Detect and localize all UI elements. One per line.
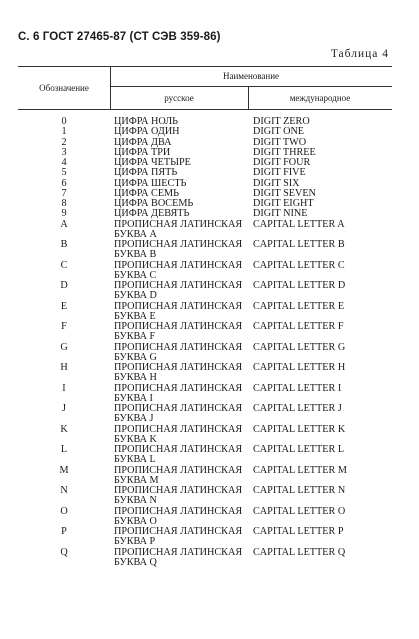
- international-name-cell: DIGIT THREE: [253, 146, 316, 158]
- russian-name-cell: [110, 548, 248, 569]
- international-name-cell: DIGIT NINE: [253, 208, 308, 220]
- russian-name-line: ПРОПИСНАЯ ЛАТИНСКАЯ: [114, 505, 243, 517]
- table-row: [18, 548, 392, 569]
- russian-name-line: БУКВА F: [114, 331, 156, 343]
- table-row: [18, 343, 392, 364]
- russian-name-line: БУКВА B: [114, 249, 157, 261]
- russian-name-cell: [110, 168, 248, 178]
- international-name-cell: CAPITAL LETTER A: [253, 218, 345, 230]
- russian-name-cell: [110, 240, 248, 261]
- table-body: [18, 117, 392, 568]
- russian-name-line: БУКВА P: [114, 536, 156, 548]
- russian-name-line: ПРОПИСНАЯ ЛАТИНСКАЯ: [114, 300, 243, 312]
- designation-cell: 0: [61, 116, 67, 127]
- russian-name-line: БУКВА A: [114, 228, 157, 240]
- column-header-international: международное: [289, 93, 351, 103]
- designation-cell: P: [61, 526, 67, 537]
- russian-name-line: БУКВА I: [114, 392, 153, 404]
- table-row: [18, 322, 392, 343]
- table-row: [18, 384, 392, 405]
- russian-name-cell: [110, 220, 248, 241]
- international-name-cell: DIGIT TWO: [253, 136, 307, 148]
- international-name-cell: CAPITAL LETTER J: [253, 403, 342, 414]
- russian-name-line: ЦИФРА ДВА: [114, 136, 172, 148]
- russian-name-line: ЦИФРА ВОСЕМЬ: [114, 198, 194, 209]
- russian-name-cell: [110, 127, 248, 137]
- designation-cell: O: [60, 505, 68, 517]
- international-name-cell: CAPITAL LETTER D: [253, 280, 346, 291]
- column-header-russian: русское: [164, 93, 194, 103]
- russian-name-cell: [110, 425, 248, 446]
- international-name-cell: CAPITAL LETTER Q: [253, 546, 346, 558]
- russian-name-cell: [110, 302, 248, 323]
- table-row: [18, 199, 392, 209]
- international-name-cell: DIGIT SEVEN: [253, 187, 316, 199]
- international-name-cell: CAPITAL LETTER C: [253, 259, 345, 271]
- russian-name-line: БУКВА N: [114, 495, 157, 507]
- table-row: [18, 527, 392, 548]
- designation-cell: 8: [61, 198, 67, 209]
- russian-name-line: ЦИФРА СЕМЬ: [114, 187, 179, 199]
- russian-name-line: ПРОПИСНАЯ ЛАТИНСКАЯ: [114, 362, 243, 373]
- russian-name-line: ЦИФРА ШЕСТЬ: [114, 177, 187, 189]
- russian-name-cell: [110, 404, 248, 425]
- designation-cell: K: [60, 423, 68, 435]
- russian-name-line: БУКВА D: [114, 290, 157, 302]
- russian-name-line: БУКВА Q: [114, 556, 157, 568]
- russian-name-line: ПРОПИСНАЯ ЛАТИНСКАЯ: [114, 403, 243, 414]
- designation-cell: H: [60, 362, 68, 373]
- table-row: [18, 425, 392, 446]
- designation-cell: J: [62, 403, 66, 414]
- table-row: [18, 117, 392, 127]
- international-name-cell: CAPITAL LETTER N: [253, 485, 346, 496]
- table-row: [18, 138, 392, 148]
- designation-cell: N: [60, 485, 68, 496]
- designation-cell: I: [62, 382, 66, 394]
- designation-cell: 6: [61, 177, 67, 189]
- column-header-designation: Обозначение: [39, 83, 89, 93]
- table-header: [18, 66, 392, 110]
- international-name-cell: DIGIT ZERO: [253, 116, 310, 127]
- table-row: [18, 445, 392, 466]
- designation-cell: A: [60, 218, 68, 230]
- russian-name-line: БУКВА E: [114, 310, 156, 322]
- russian-name-line: БУКВА K: [114, 433, 157, 445]
- table-row: [18, 261, 392, 282]
- international-name-cell: CAPITAL LETTER O: [253, 505, 346, 517]
- column-header-name: Наименование: [222, 71, 280, 81]
- russian-name-cell: [110, 322, 248, 343]
- designation-cell: 5: [61, 167, 67, 179]
- page-header: С. 6 ГОСТ 27465-87 (СТ СЭВ 359-86): [18, 31, 221, 43]
- russian-name-line: ПРОПИСНАЯ ЛАТИНСКАЯ: [114, 239, 243, 250]
- russian-name-line: ПРОПИСНАЯ ЛАТИНСКАЯ: [114, 341, 243, 353]
- international-name-cell: DIGIT EIGHT: [253, 198, 314, 209]
- international-name-cell: DIGIT FIVE: [253, 167, 306, 179]
- russian-name-cell: [110, 384, 248, 405]
- russian-name-line: ПРОПИСНАЯ ЛАТИНСКАЯ: [114, 423, 243, 435]
- russian-name-line: БУКВА H: [114, 372, 157, 384]
- russian-name-line: БУКВА J: [114, 413, 154, 425]
- russian-name-line: ПРОПИСНАЯ ЛАТИНСКАЯ: [114, 485, 243, 496]
- table-row: [18, 507, 392, 528]
- international-name-cell: CAPITAL LETTER E: [253, 300, 345, 312]
- russian-name-cell: [110, 466, 248, 487]
- designation-cell: M: [59, 464, 69, 476]
- designation-cell: 1: [61, 126, 67, 138]
- table-row: [18, 148, 392, 158]
- russian-name-line: БУКВА L: [114, 454, 156, 466]
- russian-name-cell: [110, 261, 248, 282]
- international-name-cell: CAPITAL LETTER B: [253, 239, 345, 250]
- international-name-cell: CAPITAL LETTER M: [253, 464, 347, 476]
- table-row: [18, 158, 392, 168]
- designation-cell: 3: [61, 146, 67, 158]
- international-name-cell: DIGIT FOUR: [253, 157, 311, 168]
- russian-name-cell: [110, 209, 248, 219]
- russian-name-line: ПРОПИСНАЯ ЛАТИНСКАЯ: [114, 444, 243, 455]
- table-row: [18, 466, 392, 487]
- international-name-cell: CAPITAL LETTER P: [253, 526, 344, 537]
- russian-name-cell: [110, 445, 248, 466]
- russian-name-line: БУКВА M: [114, 474, 159, 486]
- table-caption: Таблица 4: [330, 48, 389, 60]
- table-row: [18, 363, 392, 384]
- designation-cell: L: [60, 444, 68, 455]
- russian-name-cell: [110, 507, 248, 528]
- designation-cell: D: [60, 280, 68, 291]
- russian-name-line: ЦИФРА НОЛЬ: [114, 116, 178, 127]
- international-name-cell: CAPITAL LETTER H: [253, 362, 346, 373]
- table-row: [18, 281, 392, 302]
- table-row: [18, 189, 392, 199]
- table-row: [18, 302, 392, 323]
- russian-name-line: ПРОПИСНАЯ ЛАТИНСКАЯ: [114, 280, 243, 291]
- russian-name-cell: [110, 363, 248, 384]
- russian-name-cell: [110, 486, 248, 507]
- designation-cell: B: [60, 239, 68, 250]
- russian-name-line: ПРОПИСНАЯ ЛАТИНСКАЯ: [114, 259, 243, 271]
- international-name-cell: CAPITAL LETTER I: [253, 382, 342, 394]
- russian-name-line: БУКВА G: [114, 351, 157, 363]
- table-row: [18, 179, 392, 189]
- table-row: [18, 127, 392, 137]
- russian-name-line: ЦИФРА ПЯТЬ: [114, 167, 178, 179]
- designation-cell: 7: [61, 187, 67, 199]
- russian-name-cell: [110, 281, 248, 302]
- designation-cell: Q: [60, 546, 68, 558]
- designation-cell: E: [60, 300, 68, 312]
- table-row: [18, 209, 392, 219]
- designation-cell: F: [61, 321, 67, 332]
- russian-name-line: ПРОПИСНАЯ ЛАТИНСКАЯ: [114, 382, 243, 394]
- designation-cell: G: [60, 341, 68, 353]
- russian-name-line: ЦИФРА ТРИ: [114, 146, 171, 158]
- international-name-cell: CAPITAL LETTER L: [253, 444, 345, 455]
- russian-name-line: ПРОПИСНАЯ ЛАТИНСКАЯ: [114, 218, 243, 230]
- international-name-cell: CAPITAL LETTER K: [253, 423, 346, 435]
- russian-name-line: ЦИФРА ДЕВЯТЬ: [114, 208, 190, 220]
- russian-name-line: БУКВА O: [114, 515, 157, 527]
- designation-cell: 2: [61, 136, 67, 148]
- designation-cell: C: [60, 259, 68, 271]
- table-row: [18, 404, 392, 425]
- international-name-cell: CAPITAL LETTER F: [253, 321, 344, 332]
- international-name-cell: DIGIT SIX: [253, 177, 300, 189]
- russian-name-cell: [110, 343, 248, 364]
- russian-name-line: ПРОПИСНАЯ ЛАТИНСКАЯ: [114, 464, 243, 476]
- table-row: [18, 168, 392, 178]
- international-name-cell: DIGIT ONE: [253, 126, 305, 138]
- table-row: [18, 240, 392, 261]
- russian-name-line: ПРОПИСНАЯ ЛАТИНСКАЯ: [114, 526, 243, 537]
- russian-name-line: ЦИФРА ЧЕТЫРЕ: [114, 157, 191, 168]
- russian-name-line: ЦИФРА ОДИН: [114, 126, 180, 138]
- table-row: [18, 220, 392, 241]
- international-name-cell: CAPITAL LETTER G: [253, 341, 346, 353]
- russian-name-cell: [110, 527, 248, 548]
- table-row: [18, 486, 392, 507]
- designation-cell: 4: [61, 157, 67, 168]
- designation-cell: 9: [61, 208, 67, 220]
- russian-name-line: БУКВА C: [114, 269, 157, 281]
- russian-name-line: ПРОПИСНАЯ ЛАТИНСКАЯ: [114, 321, 243, 332]
- russian-name-line: ПРОПИСНАЯ ЛАТИНСКАЯ: [114, 546, 243, 558]
